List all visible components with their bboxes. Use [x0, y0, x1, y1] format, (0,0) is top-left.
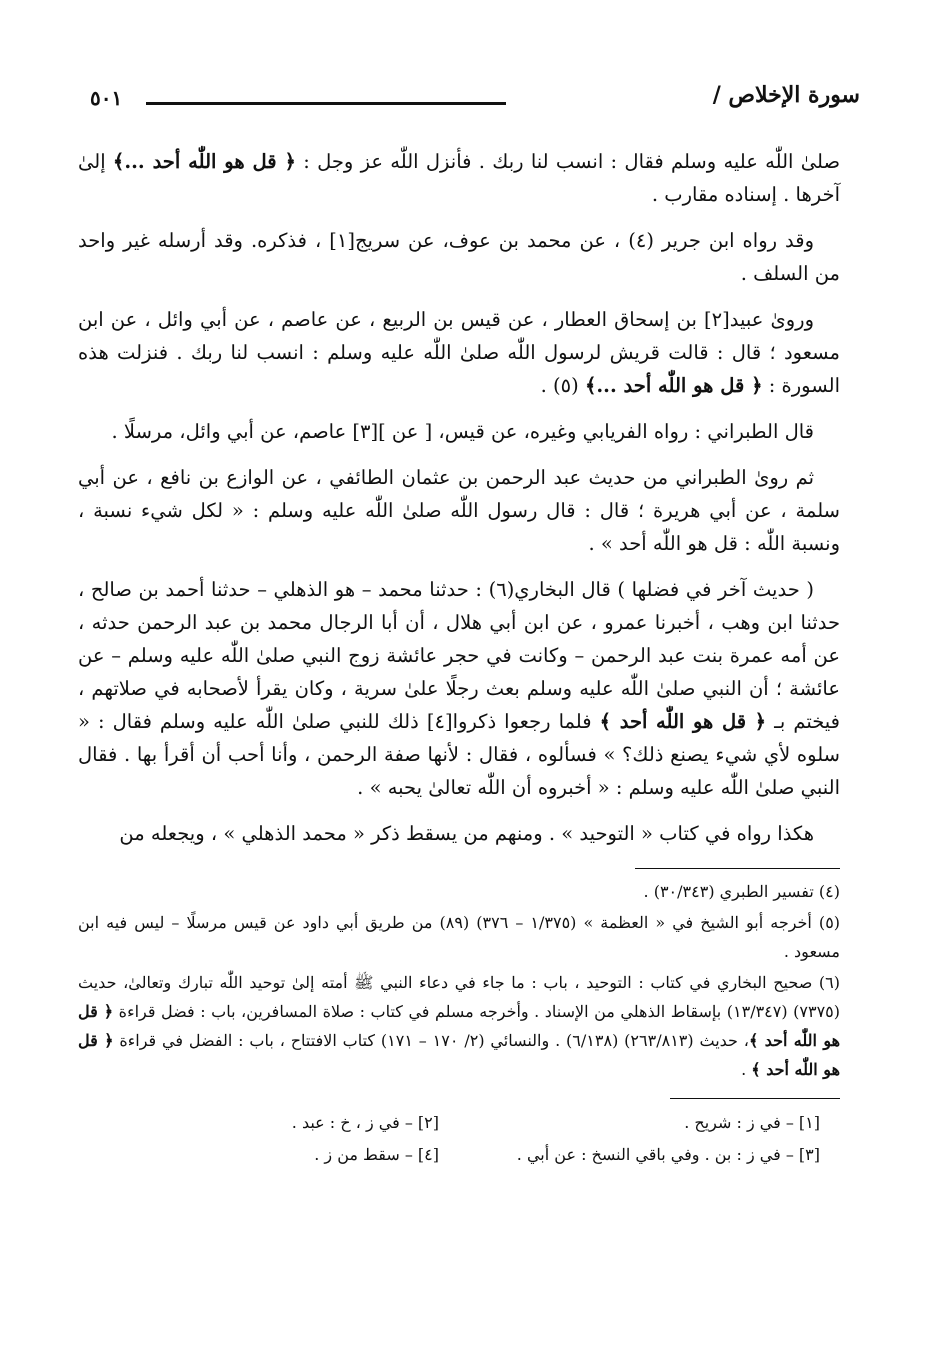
- footnote: [78, 877, 840, 906]
- page-number: ٥٠١: [90, 86, 123, 110]
- paragraph: [78, 817, 840, 850]
- text-segment: هكذا رواه في كتاب « التوحيد » . ومنهم من يسقط ذكر « محمد الذهلي » ، ويجعله من: [119, 822, 814, 845]
- text-segment: ( حديث آخر في فضلها ) قال البخاري: [514, 578, 814, 601]
- text-segment: عاصم، عن أبي وائل، مرسلًا .: [111, 420, 353, 443]
- text-segment: : حدثنا محمد – هو الذهلي – حدثنا أحمد بن صالح ، حدثنا ابن وهب ، أخبرنا عمرو ، عن ابن أبي هلال ، أن أبا الرجال محمد بن عبد الرحمن حدثه ، عن أمه عمرة بنت عبد الرحمن – وكانت في حجر عائشة زوج النبي صلىٰ اللّٰه عليه وسلم – عن عائشة ؛ أن النبي صلىٰ اللّٰه عليه وسلم بعث رجلًا علىٰ سرية ، وكان يقرأ لأصحابه في صلاتهم ، فيختم بـ: [78, 578, 840, 733]
- quran-quote: ﴿ قل هو اللّٰه أحد ﴾: [78, 1031, 840, 1079]
- main-text: [78, 145, 840, 1169]
- quran-quote: ﴿ قل هو اللّٰه أحد ﴾: [78, 1002, 841, 1050]
- variant-reading: [٢] – في ز ، خ : عبد .: [291, 1113, 439, 1132]
- text-segment: [٣]: [352, 420, 379, 443]
- variant-reading: [٣] – في ز : بن . وفي باقي النسخ : عن أبي .: [516, 1145, 820, 1164]
- text-segment: بن إسحاق العطار ، عن قيس بن الربيع ، عن عاصم ، عن أبي وائل ، عن ابن مسعود ؛ قال : قالت قريش لرسول اللّٰه صلىٰ اللّٰه عليه وسلم : انسب لنا ربك . فنزلت هذه السورة :: [78, 308, 840, 397]
- text-segment: وروىٰ عبيد: [729, 308, 815, 331]
- surah-title: سورة الإخلاص /: [712, 82, 860, 108]
- paragraph: [78, 303, 840, 402]
- footnote-rule: [635, 868, 840, 869]
- footnote: [78, 908, 840, 966]
- text-segment: (٤): [628, 229, 654, 252]
- header-rule: [146, 102, 506, 105]
- text-segment: [٤]: [426, 710, 453, 733]
- text-segment: صلىٰ اللّٰه عليه وسلم فقال : انسب لنا ربك . فأنزل اللّٰه عز وجل :: [295, 150, 841, 173]
- text-segment: ، حديث (٢٦٣/٨١٣) (٦/١٣٨) . والنسائي (٢/ ١٧٠ – ١٧١) كتاب الافتتاح ، باب : الفضل في قراءة: [113, 1031, 749, 1050]
- paragraph: [78, 461, 840, 560]
- quran-quote: ﴿ قل هو اللّٰه أحد ...﴾: [112, 150, 296, 173]
- paragraph: [78, 415, 840, 448]
- quran-quote: ﴿ قل هو اللّٰه أحد ...﴾: [584, 374, 763, 397]
- paragraph: [78, 145, 840, 211]
- paragraphs: [78, 145, 840, 850]
- variant-readings: [78, 1109, 840, 1169]
- text-segment: (٥) أخرجه أبو الشيخ في « العظمة » (١/٣٧٥ – ٣٧٦) (٨٩) من طريق أبي داود عن قيس مرسلًا – ليس فيه ابن مسعود .: [78, 913, 841, 961]
- paragraph: [78, 573, 840, 804]
- text-segment: ثم روىٰ الطبراني من حديث عبد الرحمن بن عثمان الطائفي ، عن الوازع بن نافع ، عن أبي سلمة ، عن أبي هريرة ؛ قال : قال رسول اللّٰه صلىٰ اللّٰه عليه وسلم : « لكل شيء نسبة ، ونسبة اللّٰه : قل هو اللّٰه أحد » .: [78, 466, 840, 555]
- quran-quote: ﴿ قل هو اللّٰه أحد ﴾: [599, 710, 767, 733]
- text-segment: (٦): [488, 578, 515, 601]
- variant-reading: [١] – في ز : شريح .: [684, 1113, 820, 1132]
- text-segment: (٤) تفسير الطبري (٣٠/٣٤٣) .: [643, 882, 840, 901]
- text-segment: ، فذكره. وقد أرسله غير واحد من السلف .: [78, 229, 840, 285]
- text-segment: .: [741, 1060, 752, 1079]
- text-segment: [١]: [329, 229, 355, 252]
- text-segment: إلىٰ آخرها . إسناده مقارب .: [78, 150, 840, 206]
- footnotes: [78, 877, 840, 1084]
- footnote: [78, 968, 840, 1084]
- text-segment: فلما رجعوا ذكروا: [452, 710, 600, 733]
- text-segment: [٢]: [704, 308, 730, 331]
- variants-rule: [670, 1098, 840, 1099]
- text-segment: ، عن محمد بن عوف، عن سريج: [354, 229, 629, 252]
- page-header: [90, 82, 860, 126]
- variant-reading: [٤] – سقط من ز .: [314, 1145, 439, 1164]
- text-segment: قال الطبراني : رواه الفريابي وغيره، عن قيس، [ عن ]: [378, 420, 814, 443]
- text-segment: (٥) .: [540, 374, 585, 397]
- paragraph: [78, 224, 840, 290]
- text-segment: (٦) صحيح البخاري في كتاب : التوحيد ، باب : ما جاء في دعاء النبي ﷺ أمته إلىٰ توحيد اللّٰه تبارك وتعالىٰ، حديث (٧٣٧٥) (١٣/٣٤٧) بإسقاط الذهلي من الإسناد . وأخرجه مسلم في كتاب : صلاة المسافرين، باب : فضل قراءة: [78, 973, 841, 1021]
- text-segment: وقد رواه ابن جرير: [653, 229, 814, 252]
- text-segment: ذلك للنبي صلىٰ اللّٰه عليه وسلم فقال : « سلوه لأي شيء يصنع ذلك؟ » فسألوه ، فقال : لأنها صفة الرحمن ، وأنا أحب أن أقرأ بها . فقال النبي صلىٰ اللّٰه عليه وسلم : « أخبروه أن اللّٰه تعالىٰ يحبه » .: [78, 710, 840, 799]
